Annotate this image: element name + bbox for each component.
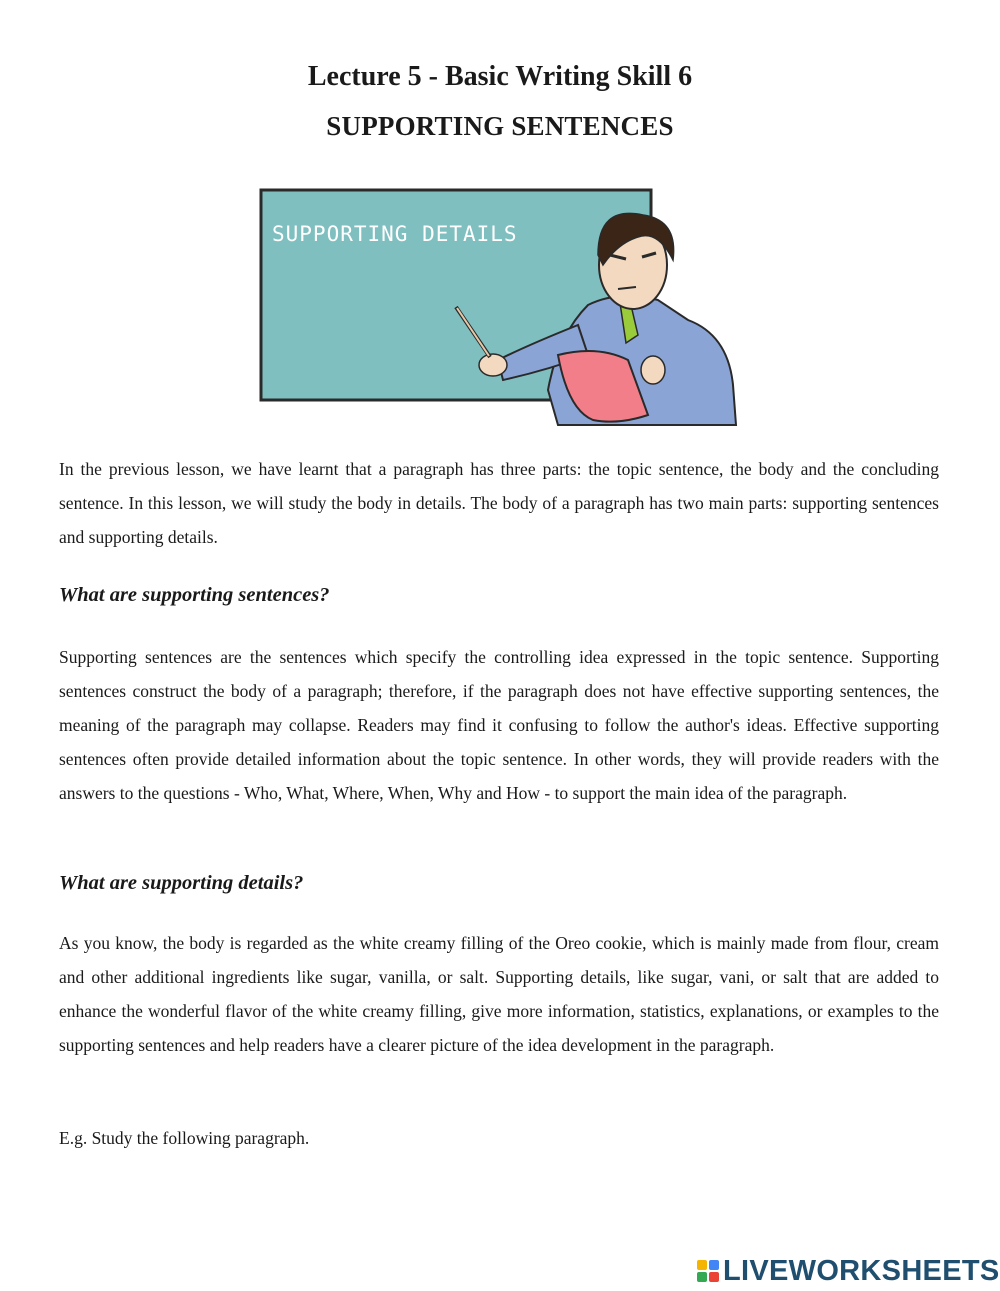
liveworksheets-logo[interactable]: [697, 1253, 1000, 1289]
supporting-sentences-paragraph: Supporting sentences are the sentences which specify the controlling idea expressed in the topic sentence. Supporting sentences construct the body of a paragraph; therefore, if the paragraph does not have effective supporting sentences, the meaning of the paragraph may collapse. Readers may find it confusing to follow the author's ideas. Effective supporting sentences often provide detailed information about the topic sentence. In other words, they will provide readers with the answers to the questions - Who, What, Where, When, Why and How - to support the main idea of the paragraph.: [59, 647, 939, 803]
man-hand: [479, 354, 507, 376]
board-text: SUPPORTING DETAILS: [272, 222, 518, 246]
document-subtitle: SUPPORTING SENTENCES: [326, 111, 674, 141]
logo-text: LIVEWORKSHEETS: [723, 1254, 1000, 1287]
document-title: Lecture 5 - Basic Writing Skill 6: [307, 61, 693, 92]
supporting-details-illustration: [258, 185, 748, 430]
man-hand-right: [641, 356, 665, 384]
supporting-details-paragraph: As you know, the body is regarded as the white creamy filling of the Oreo cookie, which is mainly made from flour, cream and other additional ingredients like sugar, vanilla, or salt. Supporting details, like sugar, vani, or salt that are added to enhance the wonderful flavor of the white creamy filling, give more information, statistics, explanations, or examples to the supporting sentences and help readers have a clearer picture of the idea development in the paragraph.: [59, 933, 939, 1055]
section-heading-supporting-details: What are supporting details?: [59, 872, 304, 894]
section-heading-supporting-sentences: What are supporting sentences?: [59, 584, 330, 606]
logo-blocks-icon: [697, 1260, 719, 1282]
intro-paragraph: In the previous lesson, we have learnt that a paragraph has three parts: the topic sentence, the body and the concluding sentence. In this lesson, we will study the body in details. The body of a paragraph has two main parts: supporting sentences and supporting details.: [59, 459, 939, 547]
example-prompt: E.g. Study the following paragraph.: [59, 1128, 310, 1148]
